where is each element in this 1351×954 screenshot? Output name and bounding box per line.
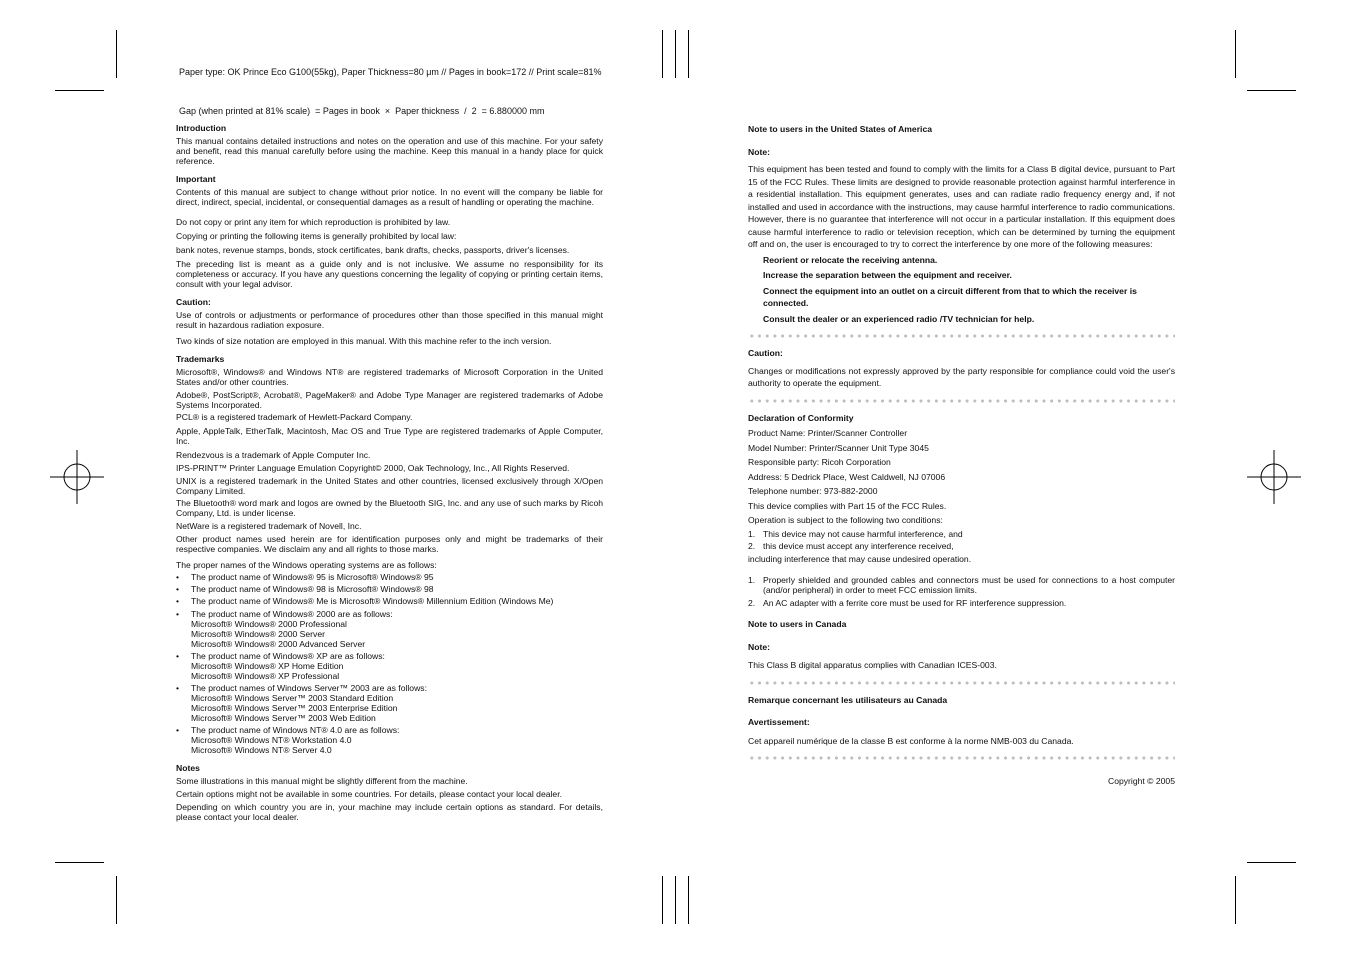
trademark-text: Rendezvous is a trademark of Apple Computer Inc.: [176, 450, 371, 460]
declaration-line: Address: 5 Dedrick Place, West Caldwell, NJ 07006: [748, 471, 946, 482]
list-item: • The product name of Windows® 98 is Microsoft® Windows® 98: [176, 584, 603, 594]
dotted-separator: [748, 680, 1175, 686]
print-info: [179, 40, 602, 131]
list-item: 2. An AC adapter with a ferrite core must be used for RF interference suppression.: [748, 598, 1067, 608]
crop-mark: [688, 876, 689, 924]
crop-mark: [55, 862, 104, 863]
trademark-text: Adobe®, PostScript®, Acrobat®, PageMaker® and Adobe Type Manager are registered trademarks of Adobe Systems Incorporated.: [176, 390, 603, 410]
list-item: 1. This device may not cause harmful interference, and: [748, 528, 963, 539]
list-item: • The product name of Windows® 2000 are as follows: Microsoft® Windows® 2000 Professional Microsoft® Windows® 2000 Server Microsoft® Windows® 2000 Advanced Server: [176, 609, 603, 649]
declaration-line: This device complies with Part 15 of the FCC Rules.: [748, 500, 947, 511]
important-text: Contents of this manual are subject to change without prior notice. In no event will the company be liable for direct, indirect, special, incidental, or consequential damages as a result of handling or operating the machine.: [176, 187, 603, 207]
french-heading: Remarque concernant les utilisateurs au Canada: [748, 694, 948, 705]
important-text: The preceding list is meant as a guide only and is not inclusive. We assume no responsibility for its completeness or accuracy. If you have any questions concerning the legality of copying or printing certain items, consult with your legal advisor.: [176, 259, 603, 289]
trademark-text: The Bluetooth® word mark and logos are owned by the Bluetooth SIG, Inc. and any use of such marks by Ricoh Company, Ltd. is under license.: [176, 498, 603, 518]
crop-mark: [675, 876, 676, 924]
crop-mark: [116, 30, 117, 78]
crop-mark: [116, 876, 117, 924]
declaration-line: Product Name: Printer/Scanner Controller: [748, 428, 908, 438]
declaration-line: Model Number: Printer/Scanner Unit Type 3045: [748, 442, 929, 453]
trademark-text: IPS-PRINT™ Printer Language Emulation Copyright© 2000, Oak Technology, Inc., All Rights Reserved.: [176, 463, 570, 473]
caution-heading: Caution:: [748, 348, 783, 358]
declaration-line: Operation is subject to the following two conditions:: [748, 515, 943, 525]
notes-text: Some illustrations in this manual might be slightly different from the machine.: [176, 776, 468, 786]
trademark-text: UNIX is a registered trademark in the United States and other countries, licensed exclusively through X/Open Company Limited.: [176, 476, 603, 496]
measure-item: Connect the equipment into an outlet on a circuit different from that to which the receiver is connected.: [763, 285, 1137, 308]
registration-mark-right: [1247, 450, 1301, 504]
important-text: Copying or printing the following items is generally prohibited by local law:: [176, 231, 457, 241]
french-note-heading: Avertissement:: [748, 717, 810, 727]
dotted-separator: [748, 333, 1175, 339]
canada-heading: Note to users in Canada: [748, 619, 847, 629]
crop-mark: [1247, 862, 1296, 863]
print-info-line2: Gap (when printed at 81% scale) = Pages in book × Paper thickness / 2 = 6.880000 mm: [179, 106, 545, 116]
measure-item: Consult the dealer or an experienced radio /TV technician for help.: [763, 313, 1035, 324]
left-page: [176, 123, 603, 822]
trademark-text: Microsoft®, Windows® and Windows NT® are registered trademarks of Microsoft Corporation in the United States and/or other countries.: [176, 367, 603, 387]
trademark-text: NetWare is a registered trademark of Novell, Inc.: [176, 521, 362, 531]
measure-item: Increase the separation between the equipment and receiver.: [763, 270, 1012, 280]
trademark-text: Apple, AppleTalk, EtherTalk, Macintosh, Mac OS and True Type are registered trademarks of Apple Computer, Inc.: [176, 426, 603, 446]
crop-mark: [675, 30, 676, 78]
crop-mark: [662, 30, 663, 78]
registration-mark-left: [50, 450, 104, 504]
trademark-text: Other product names used herein are for identification purposes only and might be trademarks of their respective companies. We disclaim any and all rights to those marks.: [176, 534, 603, 554]
caution-text: Two kinds of size notation are employed in this manual. With this machine refer to the inch version.: [176, 336, 552, 346]
list-item: 2. this device must accept any interference received,: [748, 540, 954, 551]
important-heading: Important: [176, 174, 216, 184]
declaration-line: Telephone number: 973-882-2000: [748, 486, 878, 496]
list-item: • The product name of Windows® 95 is Microsoft® Windows® 95: [176, 572, 603, 582]
crop-mark: [688, 30, 689, 78]
notes-text: Depending on which country you are in, your machine may include certain options as standard. For details, please contact your local dealer.: [176, 802, 603, 822]
introduction-text: This manual contains detailed instructions and notes on the operation and use of this machine. For your safety and benefit, read this manual carefully before using the machine. Keep this manual in a handy place for quick reference.: [176, 136, 603, 166]
declaration-heading: Declaration of Conformity: [748, 412, 854, 423]
canada-text: This Class B digital apparatus complies with Canadian ICES-003.: [748, 660, 997, 670]
declaration-line: Responsible party: Ricoh Corporation: [748, 457, 891, 467]
emission-list: [748, 575, 1175, 608]
crop-mark: [55, 90, 104, 91]
important-text: Do not copy or print any item for which reproduction is prohibited by law.: [176, 217, 451, 227]
trademark-text: PCL® is a registered trademark of Hewlett-Packard Company.: [176, 412, 413, 422]
measure-item: Reorient or relocate the receiving antenna.: [763, 254, 938, 265]
right-page: [748, 123, 1175, 788]
caution-text: Changes or modifications not expressly approved by the party responsible for compliance could void the user's authority to operate the equipment.: [748, 365, 1175, 388]
windows-names-list: [176, 572, 603, 755]
important-text: bank notes, revenue stamps, bonds, stock certificates, bank drafts, checks, passports, driver's licenses.: [176, 245, 570, 255]
notes-heading: Notes: [176, 763, 200, 773]
declaration-line: including interference that may cause undesired operation.: [748, 553, 972, 564]
french-text: Cet appareil numérique de la classe B est conforme à la norme NMB-003 du Canada.: [748, 735, 1074, 746]
caution-text: Use of controls or adjustments or performance of procedures other than those specified in this manual might result in hazardous radiation exposure.: [176, 310, 603, 330]
dotted-separator: [748, 398, 1175, 404]
copyright: Copyright © 2005: [1107, 776, 1175, 786]
list-item: • The product name of Windows® Me is Microsoft® Windows® Millennium Edition (Windows Me): [176, 596, 603, 606]
introduction-heading: Introduction: [176, 123, 227, 133]
fcc-note-text: This equipment has been tested and found to comply with the limits for a Class B digital device, pursuant to Part 15 of the FCC Rules. These limits are designed to provide reasonable protection against harmful interference in a residential installation. This equipment generates, uses and can radiate radio frequency energy and, if not installed and used in accordance with the instructions, may cause harmful interference to radio communications. However, there is no guarantee that interference will not occur in a particular installation. If this equipment does cause harmful interference to radio or television reception, which can be determined by turning the equipment off and on, the user is encouraged to try to correct the interference by one more of the following measures:: [748, 164, 1175, 249]
list-item: • The product names of Windows Server™ 2003 are as follows: Microsoft® Windows Server™ 2003 Standard Edition Microsoft® Windows Server™ 2003 Enterprise Edition Microsoft® Windows Server™ 2003 Web Edition: [176, 683, 603, 723]
note-heading: Note:: [748, 146, 770, 157]
conditions-list: [748, 529, 1175, 551]
trademarks-heading: Trademarks: [176, 354, 225, 364]
crop-mark: [662, 876, 663, 924]
caution-heading: Caution:: [176, 297, 211, 307]
dotted-separator: [748, 755, 1175, 761]
crop-mark: [1235, 876, 1236, 924]
crop-mark: [1247, 90, 1296, 91]
list-item: 1. Properly shielded and grounded cables and connectors must be used for connections to a host computer (and/or peripheral) in order to meet FCC emission limits.: [748, 575, 1175, 595]
notes-text: Certain options might not be available in some countries. For details, please contact your local dealer.: [176, 789, 562, 799]
usa-heading: Note to users in the United States of America: [748, 124, 933, 134]
list-item: • The product name of Windows® XP are as follows: Microsoft® Windows® XP Home Edition Microsoft® Windows® XP Professional: [176, 651, 603, 681]
canada-note-heading: Note:: [748, 641, 770, 652]
list-item: • The product name of Windows NT® 4.0 are as follows: Microsoft® Windows NT® Workstation 4.0 Microsoft® Windows NT® Server 4.0: [176, 725, 603, 755]
print-info-line1: Paper type: OK Prince Eco G100(55kg), Paper Thickness=80 μm // Pages in book=172 // Print scale=81%: [179, 67, 602, 77]
crop-mark: [1235, 30, 1236, 78]
proper-names-intro: The proper names of the Windows operating systems are as follows:: [176, 560, 437, 570]
